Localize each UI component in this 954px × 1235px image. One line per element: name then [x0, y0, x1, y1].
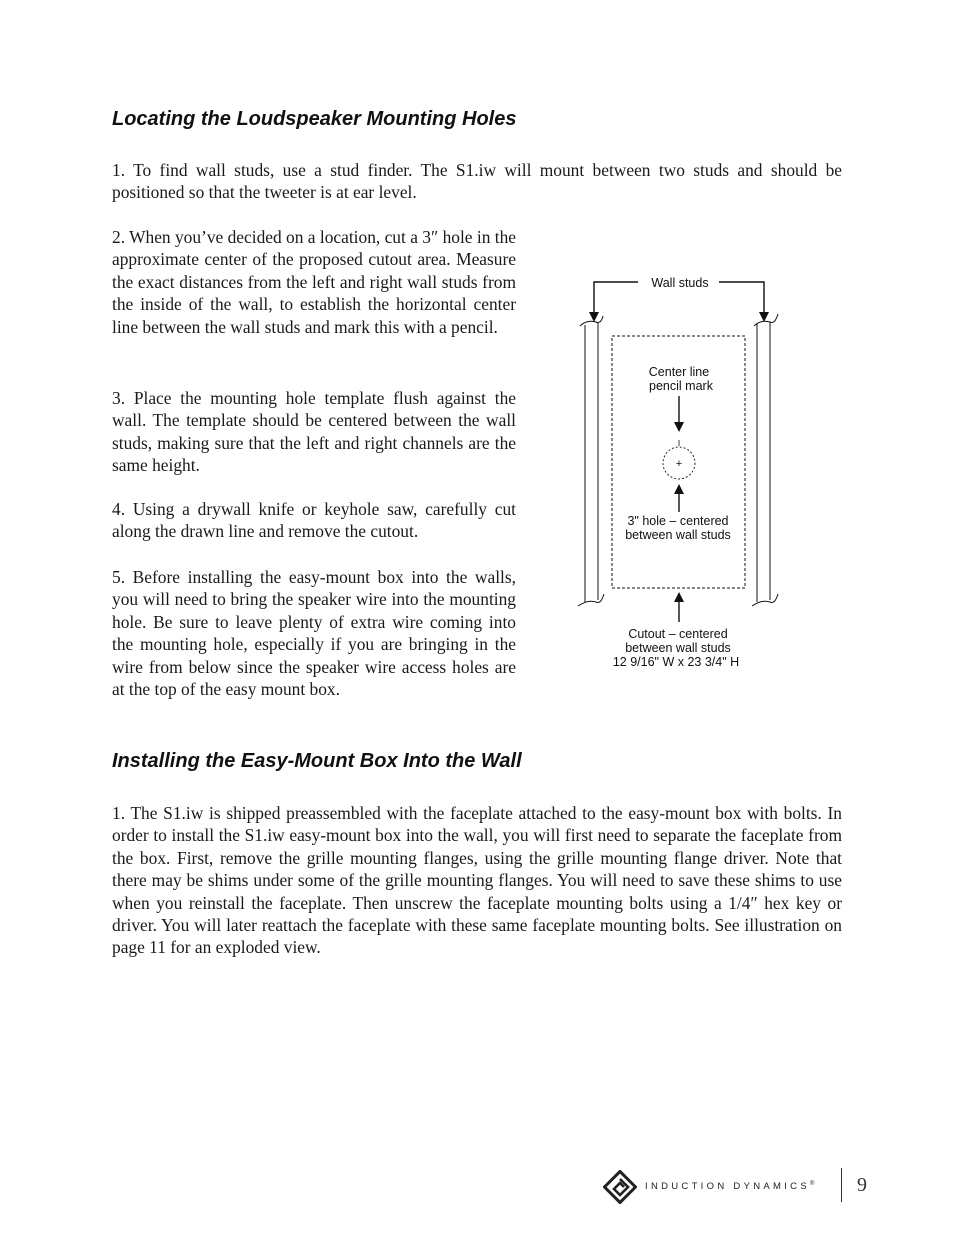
hole-label-group [625, 484, 731, 542]
cutout-label-1: Cutout – centered [628, 627, 728, 641]
center-line-label-1: Center line [648, 365, 710, 379]
wall-studs-label: Wall studs [651, 276, 709, 290]
page-number: 9 [857, 1174, 867, 1196]
right-stud-arrow [719, 282, 764, 314]
hole-center-mark: + [675, 458, 683, 470]
step-4-text: 4. Using a drywall knife or keyhole saw, carefully cut along the drawn line and remove the cutout. [112, 499, 516, 542]
registered-mark: ® [809, 1181, 815, 1187]
left-stud-arrowhead [589, 312, 599, 322]
section-heading-locating: Locating the Loudspeaker Mounting Holes [112, 108, 517, 130]
step-2-text: 2. When you’ve decided on a location, cut a 3″ hole in the approximate center of the proposed cutout area. Measure the exact distances from the left and right wall studs from the inside of the wall, to establish the horizontal center line between the wall studs and mark this with a pencil. [112, 227, 516, 337]
install-step-1-text: 1. The S1.iw is shipped preassembled with the faceplate attached to the easy-mount box with bolts. In order to install the S1.iw easy-mount box into the wall, you will first need to separate the faceplate from the box. First, remove the grille mounting flanges, using the grille mounting flange driver. Note that there may be shims under some of the grille mounting flanges. You will need to save these shims to use when you reinstall the faceplate. Then unscrew the faceplate mounting bolts using a 1/4″ hex key or driver. You will later reattach the faceplate with these same faceplate mounting bolts. See illustration on page 11 for an exploded view. [112, 803, 842, 958]
step-1-text: 1. To find wall studs, use a stud finder. The S1.iw will mount between two studs and should be positioned so that the tweeter is at ear level. [112, 160, 842, 203]
brand-text: INDUCTION DYNAMICS [645, 1181, 810, 1193]
center-line-label-group [649, 365, 714, 432]
hole-label-2: between wall studs [625, 528, 731, 542]
step-5-text: 5. Before installing the easy-mount box into the walls, you will need to bring the speaker wire into the mounting hole. Be sure to leave plenty of extra wire coming into the mounting hole, especially if you are bringing in the wire from below since the speaker wire access holes are at the top of the easy mount box. [112, 567, 516, 700]
mounting-hole-diagram [570, 268, 790, 678]
hole-label-1: 3" hole – centered [627, 514, 729, 528]
footer-divider [841, 1168, 842, 1202]
cutout-label-2: between wall studs [625, 641, 731, 655]
cutout-label-group [613, 592, 739, 669]
wall-studs-label-group [589, 276, 769, 322]
center-line-label-2: pencil mark [649, 379, 713, 393]
left-wall-stud [578, 316, 604, 606]
brand-name [645, 1181, 814, 1192]
section-heading-installing: Installing the Easy-Mount Box Into the Wall [112, 750, 522, 772]
step-3-text: 3. Place the mounting hole template flush against the wall. The template should be centered between the wall studs, making sure that the left and right channels are the same height. [112, 388, 516, 476]
induction-dynamics-logo-icon [603, 1170, 637, 1204]
cutout-label-3: 12 9/16" W x 23 3/4" H [612, 655, 740, 669]
right-wall-stud [752, 314, 778, 606]
center-line-arrowhead [674, 422, 684, 432]
right-stud-arrowhead [759, 312, 769, 322]
left-stud-arrow [594, 282, 638, 314]
